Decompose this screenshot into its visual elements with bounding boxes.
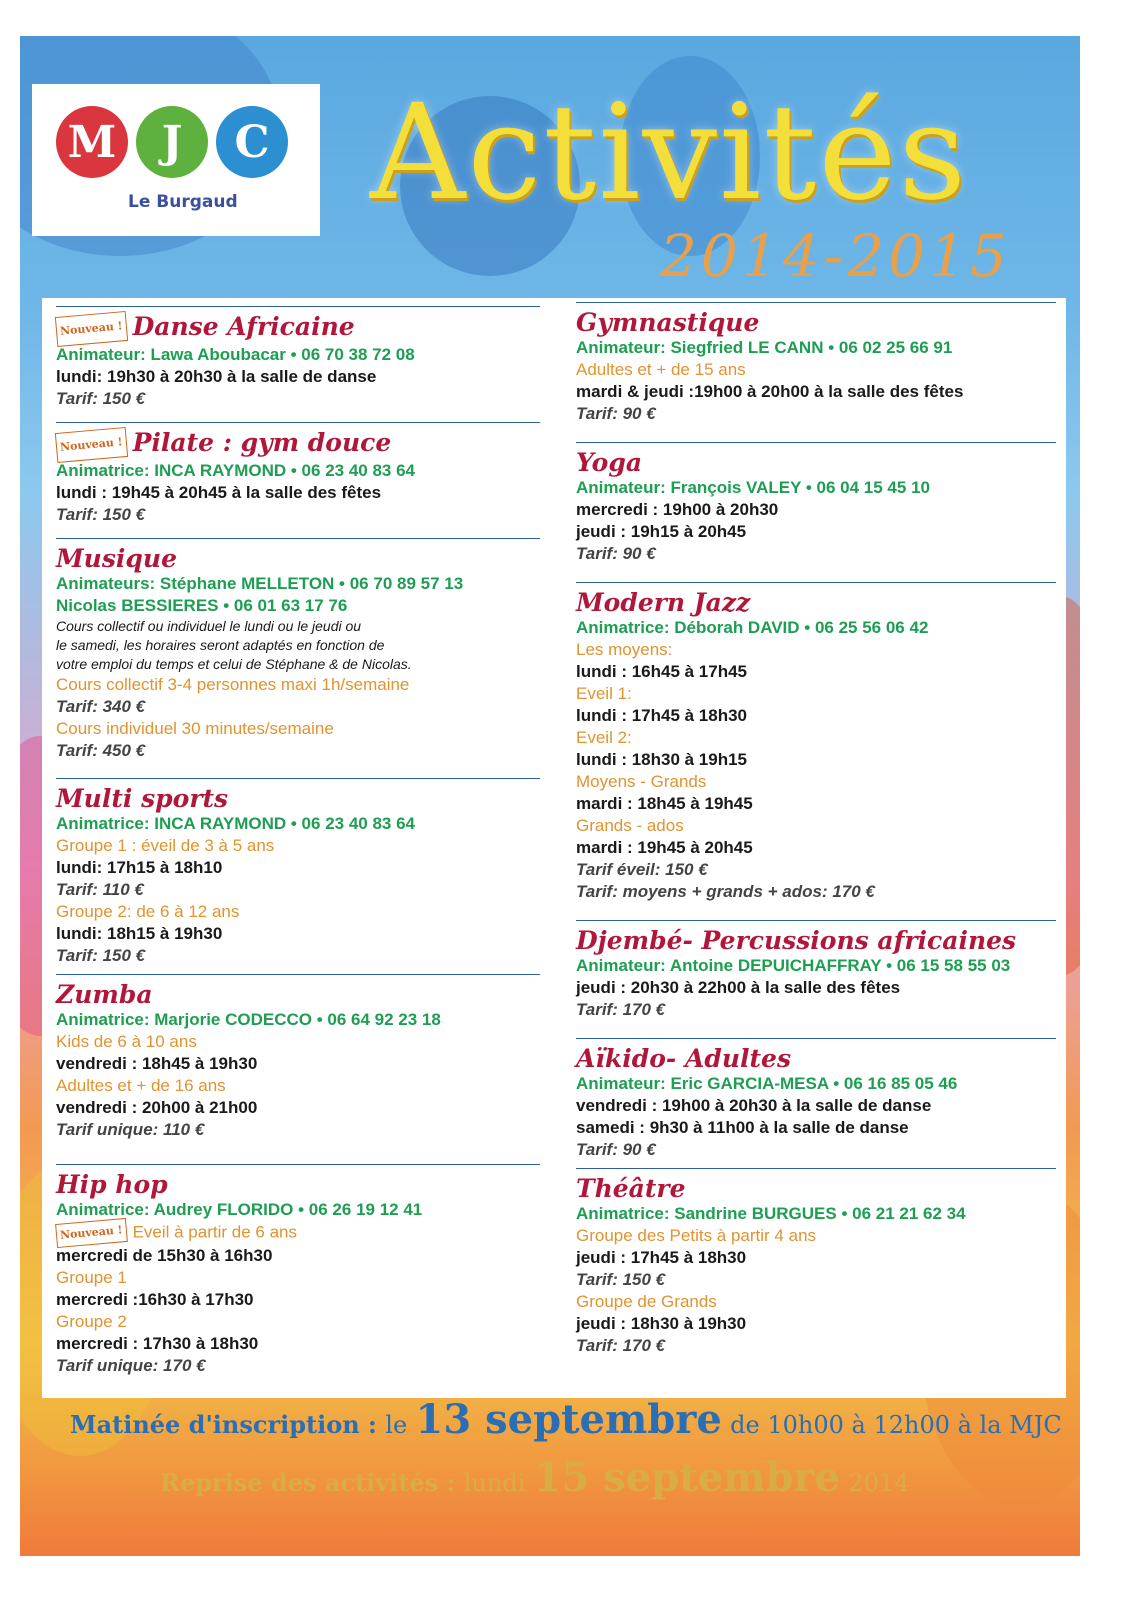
activity-line xyxy=(576,727,1056,749)
activity-title xyxy=(56,1171,540,1199)
activity-line xyxy=(576,1335,1056,1357)
activity-modern-jazz xyxy=(576,582,1056,903)
activity-line xyxy=(576,771,1056,793)
activity-line xyxy=(56,655,540,674)
activity-line xyxy=(56,1355,540,1377)
activity-line-text: Nicolas BESSIERES • 06 01 63 17 76 xyxy=(56,596,348,615)
activity-aikido-adultes xyxy=(576,1038,1056,1161)
activity-line-text: Tarif unique: 110 € xyxy=(56,1120,205,1139)
activity-title xyxy=(56,785,540,813)
poster-background xyxy=(20,36,1080,1556)
activity-line-text: samedi : 9h30 à 11h00 à la salle de danse xyxy=(576,1118,909,1137)
activity-title-text: Aïkido- Adultes xyxy=(576,1044,792,1073)
activity-line xyxy=(576,683,1056,705)
activity-line xyxy=(576,359,1056,381)
activity-line-text: mercredi :16h30 à 17h30 xyxy=(56,1290,254,1309)
activity-line xyxy=(56,1245,540,1267)
activity-title xyxy=(56,545,540,573)
activity-line xyxy=(576,815,1056,837)
activity-hip-hop xyxy=(56,1164,540,1377)
activity-line-text: Cours individuel 30 minutes/semaine xyxy=(56,719,334,738)
logo-m-circle: M xyxy=(56,106,128,178)
activity-line xyxy=(56,1097,540,1119)
activity-line xyxy=(576,955,1056,977)
activity-title-text: Gymnastique xyxy=(576,308,760,337)
activity-line-text: Eveil à partir de 6 ans xyxy=(132,1222,297,1242)
activity-line xyxy=(576,1269,1056,1291)
activity-title xyxy=(576,927,1056,955)
activity-line-text: mardi & jeudi :19h00 à 20h00 à la salle des fêtes xyxy=(576,382,964,401)
activity-line-text: Animateurs: Stéphane MELLETON • 06 70 89 57 13 xyxy=(56,574,464,593)
activity-line-text: Tarif: 150 € xyxy=(56,388,146,408)
activity-title xyxy=(576,309,1056,337)
activity-line xyxy=(576,1117,1056,1139)
restart-label: Reprise des activités : xyxy=(160,1468,456,1497)
mjc-logo xyxy=(32,84,320,236)
activity-line xyxy=(576,617,1056,639)
activity-line xyxy=(56,696,540,718)
activity-line xyxy=(576,837,1056,859)
activity-line-text: vendredi : 18h45 à 19h30 xyxy=(56,1054,258,1073)
activity-line-text: Eveil 2: xyxy=(576,728,632,747)
restart-year: 2014 xyxy=(848,1469,910,1497)
activity-line xyxy=(576,1313,1056,1335)
activity-line-text: Les moyens: xyxy=(576,640,673,659)
activity-line-text: le samedi, les horaires seront adaptés en fonction de xyxy=(56,637,385,653)
divider xyxy=(576,1168,1056,1169)
activity-line xyxy=(576,977,1056,999)
activity-line xyxy=(56,1221,540,1245)
activity-title-text: Musique xyxy=(56,544,177,573)
activity-line-text: Grands - ados xyxy=(576,816,684,835)
divider xyxy=(56,974,540,975)
activity-line xyxy=(56,344,540,366)
activity-line xyxy=(576,381,1056,403)
divider xyxy=(56,306,540,307)
footer xyxy=(20,1388,1080,1518)
activity-line-text: Animateur: François VALEY • 06 04 15 45 10 xyxy=(576,478,930,497)
activity-line-text: Adultes et + de 15 ans xyxy=(576,360,746,379)
activity-line-text: Groupe 1 : éveil de 3 à 5 ans xyxy=(56,836,275,855)
activity-line-text: Tarif: 170 € xyxy=(576,1000,666,1019)
activity-line xyxy=(56,945,540,967)
activity-line xyxy=(56,573,540,595)
activity-line-text: Kids de 6 à 10 ans xyxy=(56,1032,197,1051)
activity-line-text: Tarif: 90 € xyxy=(576,1140,656,1159)
activity-line-text: Eveil 1: xyxy=(576,684,632,703)
activity-line xyxy=(56,740,540,762)
activity-line-text: Tarif: 340 € xyxy=(56,697,146,716)
activity-line xyxy=(56,504,540,526)
activity-line xyxy=(56,366,540,388)
divider xyxy=(576,442,1056,443)
activity-line xyxy=(56,482,540,504)
logo-j-circle: J xyxy=(136,106,208,178)
activity-yoga xyxy=(576,442,1056,565)
activity-title-text: Pilate : gym douce xyxy=(132,428,392,457)
activity-line-text: Groupe 2 xyxy=(56,1312,127,1331)
activity-line-text: lundi : 19h45 à 20h45 à la salle des fêtes xyxy=(56,482,382,502)
activity-line-text: Groupe des Petits à partir 4 ans xyxy=(576,1226,817,1245)
activity-line-text: jeudi : 17h45 à 18h30 xyxy=(576,1248,747,1267)
activity-line-text: jeudi : 19h15 à 20h45 xyxy=(576,522,747,541)
activity-title-text: Djembé- Percussions africaines xyxy=(576,926,1017,955)
activity-multi-sports xyxy=(56,778,540,967)
activity-line-text: Groupe 1 xyxy=(56,1268,127,1287)
activity-line-text: Cours collectif 3-4 personnes maxi 1h/semaine xyxy=(56,675,410,694)
activity-line-text: vendredi : 19h00 à 20h30 à la salle de danse xyxy=(576,1096,932,1115)
activity-line xyxy=(576,543,1056,565)
logo-c-circle: C xyxy=(216,106,288,178)
activity-line-text: Tarif: 90 € xyxy=(576,404,656,423)
activity-line-text: vendredi : 20h00 à 21h00 xyxy=(56,1098,258,1117)
activity-title-text: Hip hop xyxy=(56,1170,168,1199)
activity-title xyxy=(576,589,1056,617)
activity-theatre xyxy=(576,1168,1056,1357)
divider xyxy=(576,1038,1056,1039)
divider xyxy=(56,1164,540,1165)
activity-line-text: jeudi : 18h30 à 19h30 xyxy=(576,1314,747,1333)
activity-line xyxy=(576,1291,1056,1313)
activities-panel xyxy=(42,298,1066,1398)
activity-line-text: lundi : 17h45 à 18h30 xyxy=(576,706,748,725)
activity-title xyxy=(56,981,540,1009)
activity-title xyxy=(576,1045,1056,1073)
activity-line-text: Animatrice: Déborah DAVID • 06 25 56 06 42 xyxy=(576,618,929,637)
activity-title xyxy=(56,429,540,460)
activity-line-text: Tarif: 450 € xyxy=(56,741,146,760)
divider xyxy=(576,582,1056,583)
activity-line xyxy=(576,999,1056,1021)
activity-line-text: lundi: 17h15 à 18h10 xyxy=(56,858,223,877)
registration-line xyxy=(70,1396,1062,1443)
activity-line-text: Animatrice: INCA RAYMOND • 06 23 40 83 64 xyxy=(56,814,416,833)
registration-time: de 10h00 à 12h00 à la MJC xyxy=(730,1411,1062,1439)
restart-day: lundi xyxy=(463,1469,526,1497)
activity-line xyxy=(56,1053,540,1075)
activity-line xyxy=(576,881,1056,903)
activity-line-text: Moyens - Grands xyxy=(576,772,707,791)
activity-line xyxy=(56,674,540,696)
divider xyxy=(56,422,540,423)
activity-line-text: Groupe 2: de 6 à 12 ans xyxy=(56,902,240,921)
activity-line xyxy=(576,477,1056,499)
activity-title xyxy=(56,313,540,344)
activity-line xyxy=(576,1139,1056,1161)
activity-line-text: Tarif: 150 € xyxy=(576,1270,666,1289)
divider xyxy=(56,538,540,539)
activity-line xyxy=(56,879,540,901)
activity-line xyxy=(56,1333,540,1355)
activity-djembe-percussions-africaines xyxy=(576,920,1056,1021)
activity-pilate-gym-douce xyxy=(56,422,540,526)
activity-line xyxy=(56,1075,540,1097)
activity-gymnastique xyxy=(576,302,1056,425)
activity-line xyxy=(576,705,1056,727)
activity-title xyxy=(576,1175,1056,1203)
activity-musique xyxy=(56,538,540,762)
activity-line xyxy=(56,1289,540,1311)
activity-line xyxy=(576,337,1056,359)
activity-line xyxy=(56,388,540,410)
activity-line xyxy=(576,793,1056,815)
activity-line-text: mercredi : 19h00 à 20h30 xyxy=(576,500,779,519)
activity-line xyxy=(56,1031,540,1053)
activity-line xyxy=(56,1311,540,1333)
activity-line xyxy=(576,639,1056,661)
activity-line xyxy=(56,1199,540,1221)
divider xyxy=(576,920,1056,921)
divider xyxy=(576,302,1056,303)
activity-title-text: Yoga xyxy=(576,448,643,477)
activity-line-text: Animatrice: Sandrine BURGUES • 06 21 21 62 34 xyxy=(576,1204,966,1223)
activity-line xyxy=(56,813,540,835)
new-badge: Nouveau ! xyxy=(55,1218,127,1248)
activity-line xyxy=(56,923,540,945)
new-badge: Nouveau ! xyxy=(55,310,128,346)
activity-line xyxy=(56,857,540,879)
activity-line-text: Animateur: Siegfried LE CANN • 06 02 25 66 91 xyxy=(576,338,953,357)
activity-line xyxy=(56,595,540,617)
activity-line-text: Tarif: 150 € xyxy=(56,504,146,524)
activity-line xyxy=(56,718,540,740)
activity-line xyxy=(576,661,1056,683)
activity-line xyxy=(56,460,540,482)
activity-line-text: mercredi : 17h30 à 18h30 xyxy=(56,1334,259,1353)
activity-line-text: Groupe de Grands xyxy=(576,1292,717,1311)
activity-line xyxy=(56,901,540,923)
activity-danse-africaine xyxy=(56,306,540,410)
activity-line-text: Animatrice: Marjorie CODECCO • 06 64 92 23 18 xyxy=(56,1010,441,1029)
activity-line xyxy=(576,1225,1056,1247)
activity-line-text: lundi : 18h30 à 19h15 xyxy=(576,750,748,769)
activity-title-text: Zumba xyxy=(56,980,153,1009)
activity-line-text: Animateur: Antoine DEPUICHAFFRAY • 06 15 58 55 03 xyxy=(576,956,1011,975)
activity-line-text: Animateur: Eric GARCIA-MESA • 06 16 85 05 46 xyxy=(576,1074,958,1093)
activity-line-text: Tarif: moyens + grands + ados: 170 € xyxy=(576,882,875,901)
activity-zumba xyxy=(56,974,540,1141)
activity-line-text: lundi: 19h30 à 20h30 à la salle de danse xyxy=(56,366,377,386)
activity-title-text: Modern Jazz xyxy=(576,588,751,617)
activity-line xyxy=(576,403,1056,425)
activity-line-text: Tarif: 90 € xyxy=(576,544,656,563)
activity-line-text: Animatrice: INCA RAYMOND • 06 23 40 83 64 xyxy=(56,460,416,480)
activity-line xyxy=(56,835,540,857)
activity-line-text: Tarif unique: 170 € xyxy=(56,1356,206,1375)
activity-line-text: jeudi : 20h30 à 22h00 à la salle des fêtes xyxy=(576,978,901,997)
activity-line xyxy=(576,499,1056,521)
activity-line-text: Tarif: 170 € xyxy=(576,1336,666,1355)
season-years: 2014-2015 xyxy=(660,222,1011,290)
activity-title-text: Danse Africaine xyxy=(132,312,355,341)
registration-le: le xyxy=(385,1411,408,1439)
activity-line xyxy=(576,1073,1056,1095)
activity-line xyxy=(576,859,1056,881)
activity-line xyxy=(56,1009,540,1031)
activity-line-text: Tarif: 150 € xyxy=(56,946,146,965)
logo-subtitle: Le Burgaud xyxy=(128,192,238,212)
activity-title-text: Théâtre xyxy=(576,1174,686,1203)
activity-line xyxy=(56,636,540,655)
activity-title-text: Multi sports xyxy=(56,784,229,813)
registration-date: 13 septembre xyxy=(415,1396,722,1443)
activity-line-text: lundi: 18h15 à 19h30 xyxy=(56,924,223,943)
activity-line xyxy=(56,1267,540,1289)
activity-line xyxy=(576,749,1056,771)
activity-line-text: lundi : 16h45 à 17h45 xyxy=(576,662,748,681)
registration-label: Matinée d'inscription : xyxy=(70,1410,377,1439)
activity-line xyxy=(576,1203,1056,1225)
activity-line xyxy=(576,1095,1056,1117)
activity-line-text: Tarif éveil: 150 € xyxy=(576,860,708,879)
activity-line xyxy=(56,1119,540,1141)
activity-line xyxy=(576,521,1056,543)
activity-line-text: Cours collectif ou individuel le lundi ou le jeudi ou xyxy=(56,618,362,634)
new-badge: Nouveau ! xyxy=(55,426,128,462)
restart-date: 15 septembre xyxy=(533,1454,840,1501)
activity-line xyxy=(576,1247,1056,1269)
activity-line-text: mercredi de 15h30 à 16h30 xyxy=(56,1246,273,1265)
divider xyxy=(56,778,540,779)
restart-line xyxy=(160,1454,909,1501)
activity-line-text: mardi : 19h45 à 20h45 xyxy=(576,838,753,857)
activity-line-text: Adultes et + de 16 ans xyxy=(56,1076,226,1095)
activity-line-text: votre emploi du temps et celui de Stéphane & de Nicolas. xyxy=(56,656,412,672)
activity-line xyxy=(56,617,540,636)
activity-title xyxy=(576,449,1056,477)
activity-line-text: Tarif: 110 € xyxy=(56,880,144,899)
activity-line-text: mardi : 18h45 à 19h45 xyxy=(576,794,753,813)
page-title: Activités xyxy=(370,76,969,230)
activity-line-text: Animatrice: Audrey FLORIDO • 06 26 19 12 41 xyxy=(56,1200,423,1219)
activity-line-text: Animateur: Lawa Aboubacar • 06 70 38 72 08 xyxy=(56,344,415,364)
